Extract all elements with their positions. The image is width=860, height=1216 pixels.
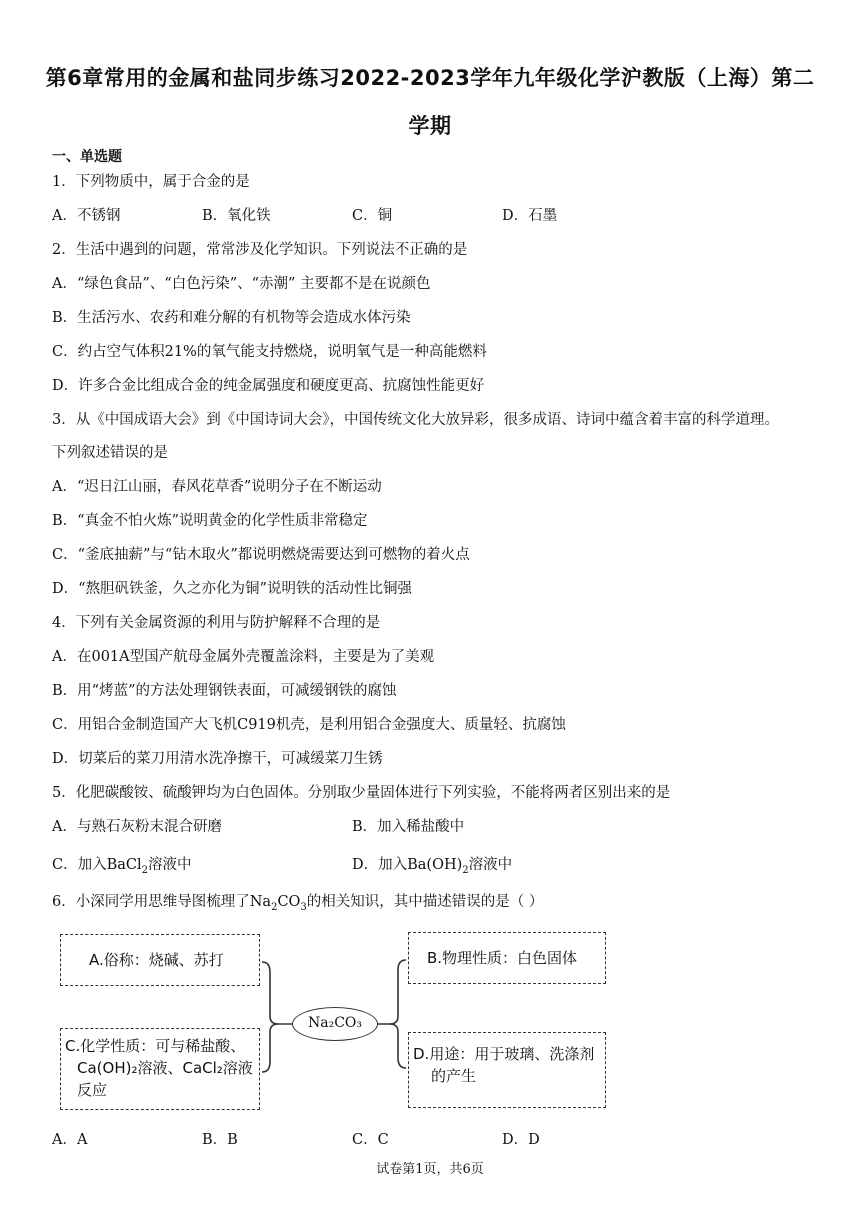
box-a: A.俗称：烧碱、苏打	[60, 934, 260, 986]
q6-stem	[52, 892, 543, 918]
mind-map-diagram	[52, 920, 622, 1120]
q2-option-b: B．生活污水、农药和难分解的有机物等会造成水体污染	[52, 310, 411, 326]
box-c	[60, 1028, 260, 1110]
q6-option-b: B．B	[202, 1132, 238, 1148]
box-c-line3: 反应	[77, 1081, 108, 1099]
center-node: Na₂CO₃	[292, 1007, 378, 1041]
q6-option-a: A．A	[52, 1132, 88, 1148]
q3-option-c: C．“釜底抽薪”与“钻木取火”都说明燃烧需要达到可燃物的着火点	[52, 547, 470, 563]
q5-option-c-post: 溶液中	[148, 857, 192, 873]
q6-stem-sub1: 2	[271, 901, 278, 913]
q5-option-c	[52, 855, 192, 881]
page-footer: 试卷第1页，共6页	[376, 1162, 484, 1177]
section-heading: 一、单选题	[52, 149, 122, 165]
q5-option-a: A．与熟石灰粉末混合研磨	[52, 819, 222, 835]
box-b: B.物理性质：白色固体	[408, 932, 606, 984]
q5-option-c-sub: 2	[141, 864, 149, 876]
q5-option-d-sub: 2	[462, 864, 469, 876]
q6-option-d: D．D	[502, 1132, 540, 1148]
q3-option-b: B．“真金不怕火炼”说明黄金的化学性质非常稳定	[52, 513, 368, 529]
q2-stem: 2．生活中遇到的问题，常常涉及化学知识。下列说法不正确的是	[52, 242, 468, 258]
q3-stem-line2: 下列叙述错误的是	[52, 445, 168, 461]
q3-stem-line1: 3．从《中国成语大会》到《中国诗词大会》，中国传统文化大放异彩，很多成语、诗词中蕴含着丰富的科学道理。	[52, 412, 779, 428]
q6-stem-mid: CO	[277, 894, 301, 910]
q3-option-d: D．“熬胆矾铁釜，久之亦化为铜”说明铁的活动性比铜强	[52, 581, 412, 597]
q2-option-c: C．约占空气体积21%的氧气能支持燃烧，说明氧气是一种高能燃料	[52, 344, 487, 360]
q4-stem: 4．下列有关金属资源的利用与防护解释不合理的是	[52, 615, 381, 631]
q1-option-c: C．铜	[352, 208, 393, 224]
q4-option-a: A．在001A型国产航母金属外壳覆盖涂料，主要是为了美观	[52, 649, 435, 665]
q1-stem: 1．下列物质中，属于合金的是	[52, 174, 250, 190]
page-title-line2: 学期	[408, 114, 452, 138]
q1-option-d: D．石墨	[502, 208, 558, 224]
q4-option-c: C．用铝合金制造国产大飞机C919机壳，是利用铝合金强度大、质量轻、抗腐蚀	[52, 717, 566, 733]
q6-stem-post: 的相关知识，其中描述错误的是（ ）	[306, 894, 544, 910]
q5-option-d-post: 溶液中	[468, 857, 513, 873]
q5-option-d	[352, 855, 512, 881]
q4-option-d: D．切菜后的菜刀用清水洗净擦干，可减缓菜刀生锈	[52, 751, 383, 767]
q5-option-b: B．加入稀盐酸中	[352, 819, 465, 835]
q2-option-a: A．“绿色食品”、“白色污染”、“赤潮” 主要都不是在说颜色	[52, 276, 431, 292]
q1-option-b: B．氧化铁	[202, 208, 271, 224]
connector-d	[390, 1024, 406, 1068]
connector-c	[262, 1024, 278, 1072]
q4-option-b: B．用“烤蓝”的方法处理钢铁表面，可减缓钢铁的腐蚀	[52, 683, 397, 699]
box-d-line1: D.用途：用于玻璃、洗涤剂	[413, 1045, 595, 1063]
box-c-line1: C.化学性质：可与稀盐酸、	[65, 1037, 246, 1055]
q6-stem-sub2: 3	[300, 901, 307, 913]
connector-b	[378, 960, 406, 1024]
q1-option-a: A．不锈钢	[52, 208, 121, 224]
q5-stem: 5．化肥碳酸铵、硫酸钾均为白色固体。分别取少量固体进行下列实验，不能将两者区别出来的是	[52, 785, 671, 801]
connector-a	[262, 962, 292, 1024]
q5-option-d-pre: D．加入Ba(OH)	[352, 857, 463, 873]
q3-option-a: A．“迟日江山丽，春风花草香”说明分子在不断运动	[52, 479, 382, 495]
q2-option-d: D．许多合金比组成合金的纯金属强度和硬度更高、抗腐蚀性能更好	[52, 378, 485, 394]
box-d	[408, 1032, 606, 1108]
box-d-line2: 的产生	[431, 1067, 477, 1085]
q6-stem-pre: 6．小深同学用思维导图梳理了Na	[52, 894, 272, 910]
q6-option-c: C．C	[352, 1132, 389, 1148]
q5-option-c-pre: C．加入BaCl	[52, 857, 142, 873]
page-title-line1: 第6章常用的金属和盐同步练习2022-2023学年九年级化学沪教版（上海）第二	[45, 66, 815, 90]
box-c-line2: Ca(OH)₂溶液、CaCl₂溶液	[77, 1059, 253, 1077]
